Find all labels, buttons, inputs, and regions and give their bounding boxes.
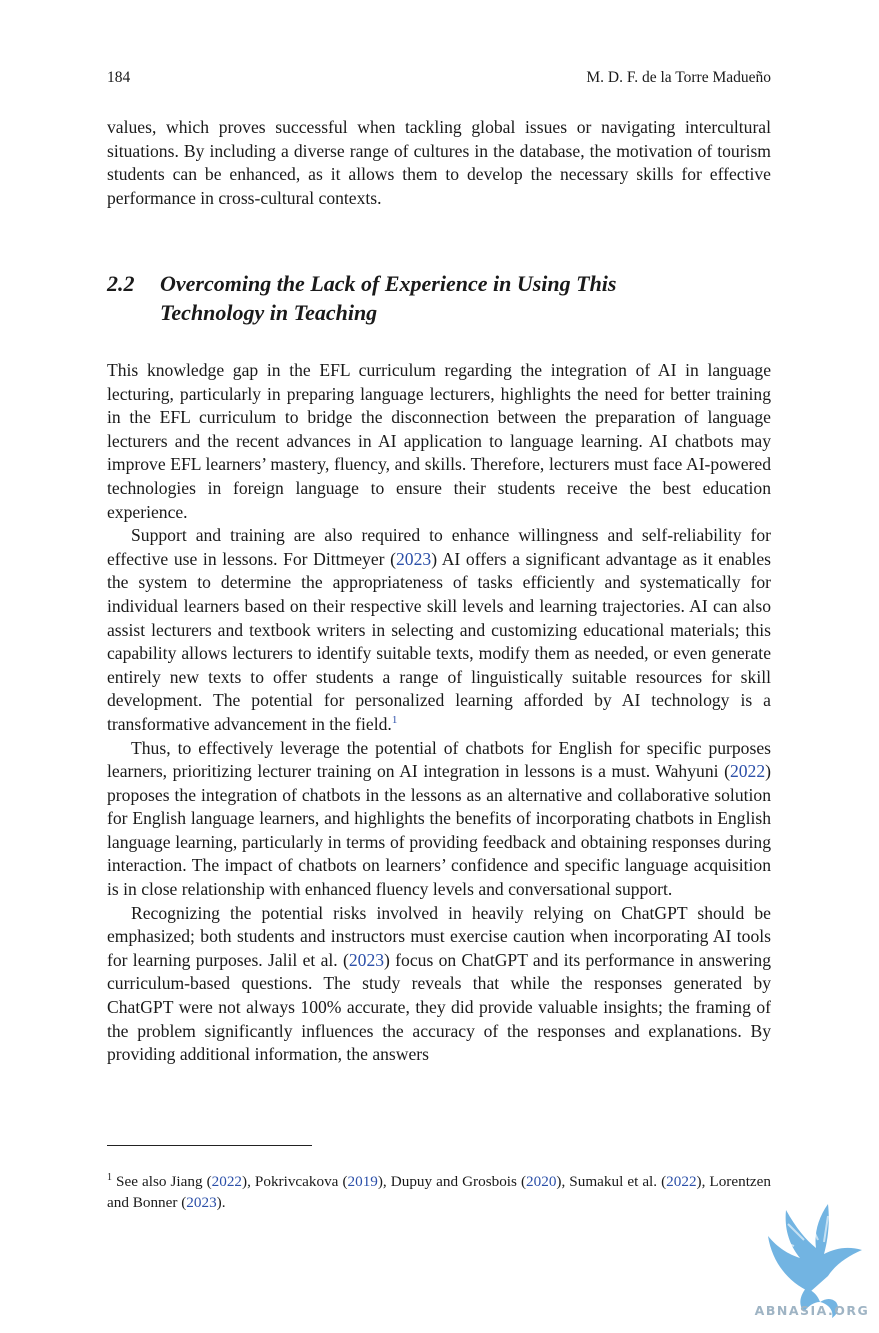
footnote-number: 1 <box>107 1172 112 1184</box>
paragraph-2-text-a: Support and training are also required to enhance willingness and self-reliability for effective use in lessons. For Dittmeyer ( <box>107 525 771 569</box>
section-heading <box>107 270 771 327</box>
paragraph-4 <box>107 902 771 1067</box>
citation-pokrivcakova-year[interactable]: 2019 <box>347 1173 378 1191</box>
footnote-text-1: See also Jiang ( <box>112 1173 212 1191</box>
running-head <box>107 68 771 88</box>
paragraph-3-text-a: Thus, to effectively leverage the potential of chatbots for English for specific purposes learners, prioritizing lecturer training on AI integration in lessons is a must. Wahyuni ( <box>107 737 771 782</box>
footnote-text-3: ), Dupuy and Grosbois ( <box>377 1173 527 1191</box>
footnote-text-6: ). <box>216 1194 226 1212</box>
citation-dittmeyer-year[interactable]: 2023 <box>396 548 432 569</box>
citation-wahyuni-year[interactable]: 2022 <box>729 761 766 782</box>
page-number: 184 <box>107 69 131 86</box>
section-title: Overcoming the Lack of Experience in Using This Technology in Teaching <box>160 271 617 325</box>
paragraph-4-text-b: ) focus on ChatGPT and its performance in answering curriculum-based questions. The study reveals that while the responses generated by ChatGPT were not always 100% accurate, they did provide valuable insights; the framing of the problem significantly influences the accuracy of the responses and explanations. By providing additional information, the answers <box>107 949 771 1065</box>
paragraph-4-text-a: Recognizing the potential risks involved in heavily relying on ChatGPT should be emphasized; both students and instructors must exercise caution when incorporating AI tools for learning purposes. Jalil et al. ( <box>107 902 771 970</box>
citation-sumakul-year[interactable]: 2022 <box>666 1173 697 1191</box>
watermark-text: ABNASIA.ORG <box>754 1303 870 1318</box>
footnote-divider <box>107 1145 312 1146</box>
footnote-text-2: ), Pokrivcakova ( <box>242 1173 348 1191</box>
footnote-text-4: ), Sumakul et al. ( <box>556 1173 667 1191</box>
section-number: 2.2 <box>107 271 135 296</box>
paragraph-2-text-b: ) AI offers a significant advantage as it enables the system to determine the appropriateness of tasks efficiently and systematically for individual learners based on their respective skill levels and learning trajectories. AI can also assist lecturers and textbook writers in selecting and customizing educational materials; this capability allows lecturers to identify suitable texts, modify them as needed, or even generate entirely new texts to offer students a range of linguistically suitable resources for skill development. The potential for personalized learning afforded by AI technology is a transformative advancement in the field. <box>107 548 771 734</box>
footnote <box>107 1171 771 1213</box>
citation-jalil-year[interactable]: 2023 <box>348 949 385 970</box>
citation-jiang-year[interactable]: 2022 <box>211 1173 243 1191</box>
paragraph-3 <box>107 737 771 902</box>
top-text-block <box>107 116 771 210</box>
paragraph-2 <box>107 524 771 736</box>
citation-dupuy-year[interactable]: 2020 <box>526 1173 557 1191</box>
running-author: M. D. F. de la Torre Madueño <box>586 69 771 86</box>
citation-lorentzen-year[interactable]: 2023 <box>186 1194 217 1212</box>
main-text-block <box>107 359 771 1067</box>
footnote-text-5: ), Lorentzen and Bonner ( <box>107 1173 771 1212</box>
paragraph-1: This knowledge gap in the EFL curriculum regarding the integration of AI in language lecturing, particularly in preparing language lecturers, highlights the need for better training in the EFL curriculum to bridge the disconnection between the preparation of language lecturers and the recent advances in AI application to language learning. AI chatbots may improve EFL learners’ mastery, fluency, and skills. Therefore, lecturers must face AI-powered technologies in foreign language to ensure their students receive the best education experience. <box>107 360 771 522</box>
paragraph-3-text-b: ) proposes the integration of chatbots in the lessons as an alternative and collaborative solution for English language learners, and highlights the benefits of incorporating chatbots in English language learning, particularly in terms of providing feedback and obtaining responses during interaction. The impact of chatbots on learners’ confidence and specific language acquisition is in close relationship with enhanced fluency levels and conversational support. <box>107 761 771 900</box>
footnote-marker-link[interactable]: 1 <box>391 713 398 726</box>
intro-paragraph: values, which proves successful when tackling global issues or navigating intercultural situations. By including a diverse range of cultures in the database, the motivation of tourism students can be enhanced, as it allows them to develop the necessary skills for effective performance in cross-cultural contexts. <box>107 117 771 208</box>
